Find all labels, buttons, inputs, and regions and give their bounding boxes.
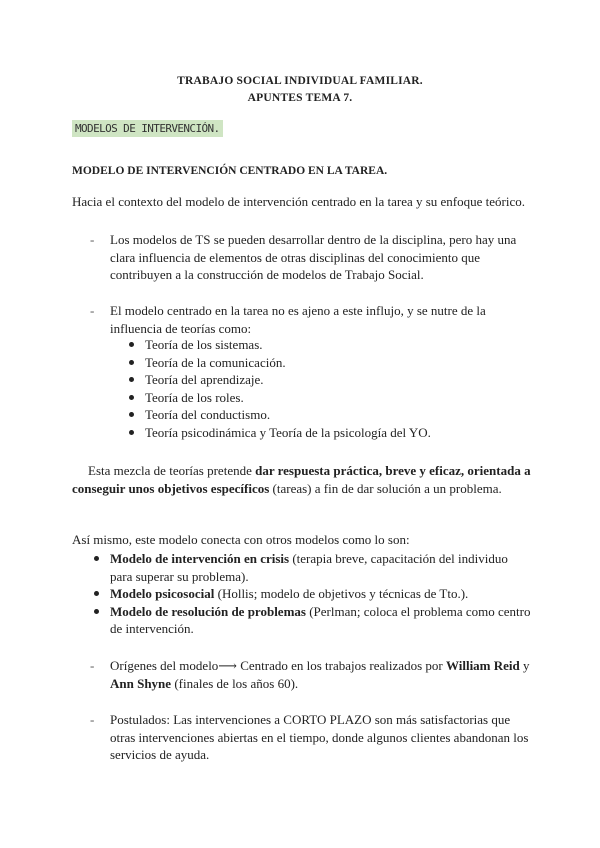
dash-item-text: El modelo centrado en la tarea no es ajeno a este influjo, y se nutre de la influencia de teorías como: xyxy=(110,303,486,336)
theory-item: Teoría del conductismo. xyxy=(128,406,431,424)
theory-item: Teoría de los roles. xyxy=(128,389,431,407)
theory-item: Teoría de la comunicación. xyxy=(128,354,431,372)
dash-marker: - xyxy=(90,712,95,727)
title-line-2: APUNTES TEMA 7. xyxy=(247,92,353,104)
postulates-text: Postulados: Las intervenciones a CORTO PLAZO son más satisfactorias que otras intervenciones abiertas en el tiempo, donde algunos clientes abandonan los servicios de ayuda. xyxy=(110,712,529,762)
related-model-detail: (terapia breve, capacitación del individuo para superar su problema). xyxy=(110,551,508,584)
dash-item-2 xyxy=(92,302,532,337)
section-highlight-tag: MODELOS DE INTERVENCIÓN. xyxy=(72,120,223,137)
mix-text-2: (tareas) a fin de dar solución a un problema. xyxy=(269,480,502,496)
related-model-name: Modelo psicosocial xyxy=(110,586,215,602)
theory-item: Teoría psicodinámica y Teoría de la psicología del YO. xyxy=(128,424,431,442)
intro-paragraph: Hacia el contexto del modelo de intervención centrado en la tarea y su enfoque teórico. xyxy=(72,194,526,209)
document-title xyxy=(0,73,600,107)
mix-text-bold: dar respuesta práctica, breve y eficaz, orientada a conseguir unos objetivos específicos xyxy=(72,463,531,496)
subheading: MODELO DE INTERVENCIÓN CENTRADO EN LA TAREA. xyxy=(72,165,388,177)
author-reid: William Reid xyxy=(445,658,520,673)
dash-item-1 xyxy=(92,231,532,284)
postulates-item xyxy=(92,711,532,764)
dash-marker: - xyxy=(90,658,95,673)
related-models-list xyxy=(92,550,532,638)
dash-marker: - xyxy=(90,303,95,318)
related-model-name: Modelo de intervención en crisis xyxy=(110,551,290,566)
origins-tail: (finales de los años 60). xyxy=(171,675,299,691)
dash-marker: - xyxy=(90,232,95,247)
origins-item xyxy=(92,657,532,692)
related-model-name: Modelo de resolución de problemas xyxy=(110,603,306,619)
dash-item-text: Los modelos de TS se pueden desarrollar dentro de la disciplina, pero hay una clara influencia de elementos de otras disciplinas del conocimiento que contribuyen a la construcción de modelos de Trabajo Social. xyxy=(110,232,517,282)
title-line-1: TRABAJO SOCIAL INDIVIDUAL FAMILIAR. xyxy=(177,75,423,87)
origins-connector: y xyxy=(519,658,530,673)
origins-text xyxy=(110,657,532,692)
related-model-item xyxy=(92,585,532,603)
theory-item: Teoría de los sistemas. xyxy=(128,336,431,354)
related-model-detail: (Perlman; coloca el problema como centro de intervención. xyxy=(110,603,531,637)
theory-mix-paragraph xyxy=(72,462,532,497)
theories-list xyxy=(128,336,431,442)
related-model-item xyxy=(92,550,532,585)
author-shyne: Ann Shyne xyxy=(110,675,172,691)
connects-intro: Así mismo, este modelo conecta con otros modelos como lo son: xyxy=(72,532,410,547)
origins-lead: Orígenes del modelo⟶ Centrado en los trabajos realizados por xyxy=(110,658,446,673)
mix-text-1: Esta mezcla de teorías pretende xyxy=(88,463,256,478)
related-model-detail: (Hollis; modelo de objetivos y técnicas de Tto.). xyxy=(214,586,469,602)
theory-item: Teoría del aprendizaje. xyxy=(128,371,431,389)
related-model-item xyxy=(92,603,532,638)
